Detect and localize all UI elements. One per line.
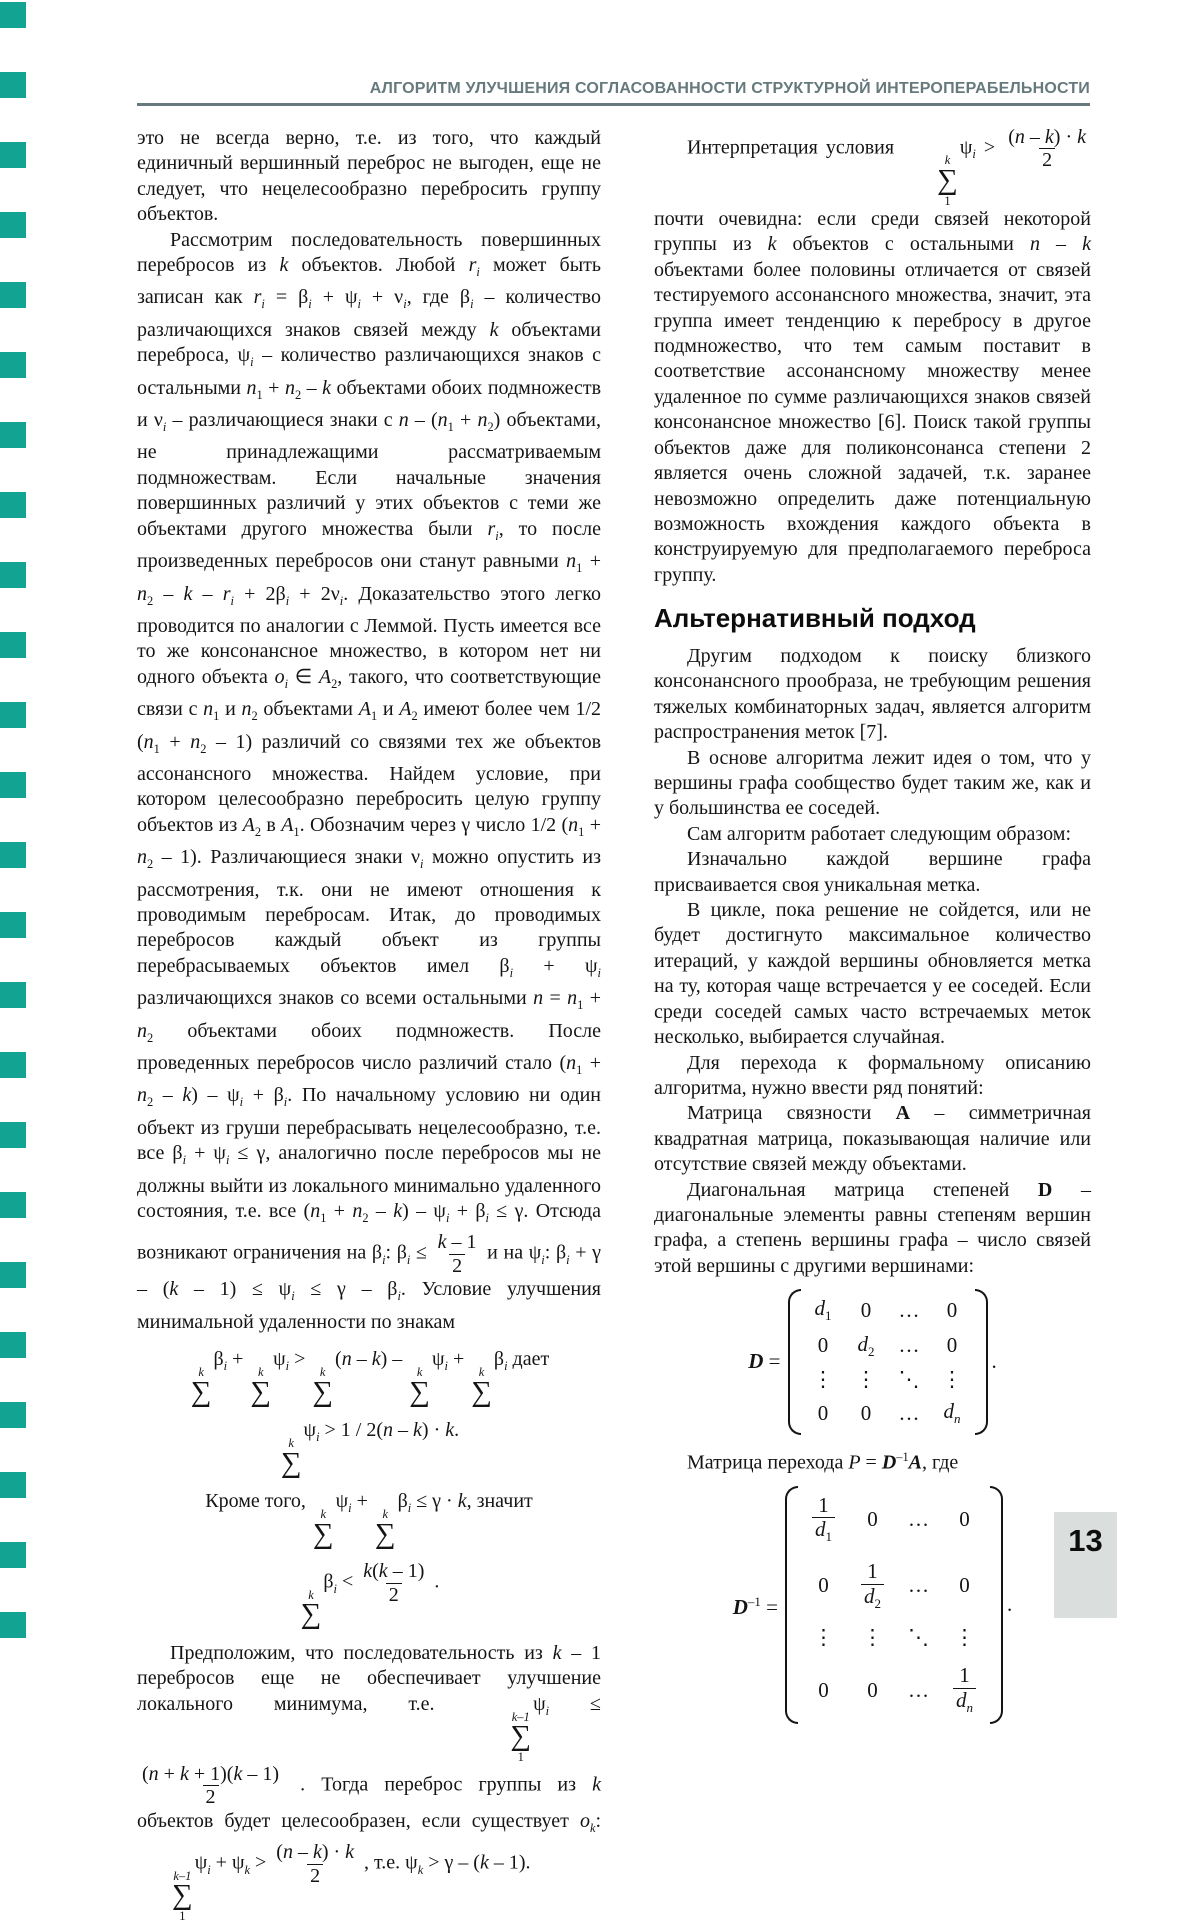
decor-square [0, 842, 26, 868]
decor-square [0, 1332, 26, 1358]
decor-square [0, 1402, 26, 1428]
display-formula-beta-bound: k ∑ $\beta_i$ < $\frac{k(k - 1)}{2}$ . [300, 1560, 440, 1631]
decor-square [0, 1612, 26, 1638]
decor-square [0, 1472, 26, 1498]
decor-square [0, 772, 26, 798]
decor-square [0, 1262, 26, 1288]
page-number: 13 [1068, 1523, 1103, 1558]
display-formula-sum-condition: k ∑ $\beta_i$ + k ∑ $\psi_i$ > k ∑ (n – k) – k ∑ $\psi_i$ + k ∑ $\beta_i$ дает [190, 1348, 550, 1408]
decor-square [0, 2, 26, 28]
paragraph: В цикле, пока решение не сойдется, или не будет достигнуто максимальное количество итераций, у каждой вершины обновляется метка на ту, которая чаще встречается у ее соседей. Если среди соседей самых часто встречаемых меток несколько, выбирается случайная. [654, 899, 1091, 1049]
paragraph: Диагональная матрица степеней D – диагональные элементы равны степеням вершин графа, а степень вершины графа – число связей этой вершины с другими вершинами: [654, 1178, 1091, 1277]
matrix-degree-inverse: $D^{-1}$ = $\frac{1}{d_1}$ 0 … 0 0 $\frac{1}{d_2}$ … 0 ⋮ ⋮ ⋱ ⋮ 0 0 … $\frac{1}{d_n}$ . [654, 1486, 1091, 1724]
paragraph: Интерпретация условия k ∑ 1 $\psi_i$ > $\frac{(n - k) \cdot k}{2}$ почти очевидна: если среди связей некоторой группы из k объектов с остальными n – k объектами более половины отличается от связей тестируемого ассонансного множества, значит, эта группа имеет тенденцию к перебросу в другое подмножество, что тем самым поставит в соответствие ассонансному множеству менее удаленное по сумме различающихся знаков связей консонансное множество [6]. Поиск такой группы объектов даже для поликонсонанса степени 2 является очень сложной задачей, т.к. заранее невозможно определить даже потенциальную возможность вхождения каждого объекта в конструируемую для предполагаемого переброса группу. [654, 126, 1092, 586]
decor-square [0, 282, 26, 308]
decor-square [0, 702, 26, 728]
decor-square [0, 1192, 26, 1218]
left-column [137, 126, 601, 1922]
decor-square [0, 562, 26, 588]
display-line-krome-togo: Кроме того, k ∑ $\psi_i$ + k ∑ $\beta_i \le \gamma \cdot k$, значит [205, 1490, 533, 1550]
decor-square [0, 912, 26, 938]
decor-square [0, 352, 26, 378]
paragraph: Другим подходом к поиску близкого консонансного прообраза, не требующим решения тяжелых комбинаторных задач, является алгоритм распространения меток [7]. [654, 645, 1091, 744]
header-rule [137, 103, 1090, 106]
running-head: АЛГОРИТМ УЛУЧШЕНИЯ СОГЛАСОВАННОСТИ СТРУКТУРНОЙ ИНТЕРОПЕРАБЕЛЬНОСТИ [369, 80, 1090, 97]
paragraph: Матрица связности A – симметричная квадратная матрица, показывающая наличие или отсутствие связей между объектами. [654, 1102, 1091, 1176]
sidebar-squares [0, 0, 27, 1618]
paragraph: Рассмотрим последовательность повершинных перебросов из k объектов. Любой $r_i$ может быть записан как $r_i = \beta_i + \psi_i + \nu_i$, где $\beta_i$ – количество различающихся знаков связей между k объектами переброса, $\psi_i$ – количество различающихся знаков с остальными $n_1 + n_2 - k$ объектами обоих подмножеств и $\nu_i$ – различающиеся знаки с $n - (n_1 + n_2)$ объектами, не принадлежащими рассматриваемым подмножествам. Если начальные значения повершинных различий у этих объектов с теми же объектами другого множества были $r_i$, то после произведенных перебросов они станут равными $n_1 + n_2 - k - r_i + 2\beta_i + 2\nu_i$. Доказательство этого легко проводится по аналогии с Леммой. Пусть имеется все то же консонансное множество, в котором нет ни одного объекта $o_i$ ∈ $A_2$, такого, что соответствующие связи с $n_1$ и $n_2$ объектами $A_1$ и $A_2$ имеют более чем 1/2 $(n_1 + n_2 - 1)$ различий со связями тех же объектов ассонансного множества. Найдем условие, при котором целесообразно перебросить целую группу объектов из $A_2$ в $A_1$. Обозначим через γ число 1/2 $(n_1 + n_2 - 1)$. Различающиеся знаки $\nu_i$ можно опустить из рассмотрения, т.к. они не имеют отношения к проводимым перебросам. Итак, до проводимых перебросов каждый объект из группы перебрасываемых объектов имел $\beta_i + \psi_i$ различающихся знаков со всеми остальными $n = n_1 + n_2$ объектами обоих подмножеств. После проведенных перебросов число различий стало $(n_1 + n_2 - k) - \psi_i + \beta_i$. По начальному условию ни один объект из груши перебрасывать нецелесообразно, т.е. все $\beta_i + \psi_i \le \gamma$, аналогично после перебросов мы не должны выйти из локального минимально удаленного состояния, т.е. все $(n_1 + n_2 - k) - \psi_i + \beta_i \le \gamma$. Отсюда возникают ограничения на $\beta_i$: $\beta_i$ ≤ $\frac{k - 1}{2}$ и на $\psi_i$: $\beta_i + \gamma - (k - 1) \le \psi_i \le \gamma - \beta_i$. Условие улучшения минимальной удаленности по знакам [137, 228, 602, 1333]
decor-square [0, 72, 26, 98]
decor-square [0, 1052, 26, 1078]
paragraph: Сам алгоритм работает следующим образом: [687, 822, 1071, 845]
matrix-degree: D = $d_1$ 0 … 0 0 $d_2$ … 0 ⋮ ⋮ ⋱ ⋮ 0 0 … $d_n$ . [654, 1289, 1091, 1435]
decor-square [0, 1122, 26, 1148]
paragraph: В основе алгоритма лежит идея о том, что у вершины графа сообщество будет таким же, как и у большинства ее соседей. [654, 746, 1091, 820]
decor-square [0, 142, 26, 168]
decor-square [0, 1542, 26, 1568]
paragraph: Предположим, что последовательность из k – 1 перебросов еще не обеспечивает улучшение локального минимума, т.е. k–1 ∑ 1 $\psi_i$ ≤ $\frac{(n + k + 1)(k - 1)}{2}$ . Тогда переброс группы из k объектов будет целесообразен, если существует $o_k$: k–1 ∑ 1 $\psi_i + \psi_k$ > $\frac{(n - k) \cdot k}{2}$ , т.е. $\psi_k > \gamma - (k - 1)$. [137, 1641, 601, 1923]
page-number-box [1054, 1512, 1117, 1618]
section-heading: Альтернативный подход [654, 603, 976, 634]
right-column [654, 126, 1091, 1734]
paragraph: это не всегда верно, т.е. из того, что каждый единичный вершинный переброс не выгоден, еще не следует, что нецелесообразно перебросить группу объектов. [137, 127, 601, 226]
paragraph: Матрица перехода $P = D^{-1}A$, где [687, 1449, 959, 1474]
decor-square [0, 632, 26, 658]
decor-square [0, 982, 26, 1008]
paragraph: Изначально каждой вершине графа присваивается своя уникальная метка. [654, 848, 1091, 896]
decor-square [0, 492, 26, 518]
paragraph: Для перехода к формальному описанию алгоритма, нужно ввести ряд понятий: [654, 1051, 1091, 1099]
display-formula-psi-bound: k ∑ $\psi_i > 1 / 2(n - k) \cdot k$. [280, 1419, 460, 1479]
decor-square [0, 212, 26, 238]
decor-square [0, 422, 26, 448]
